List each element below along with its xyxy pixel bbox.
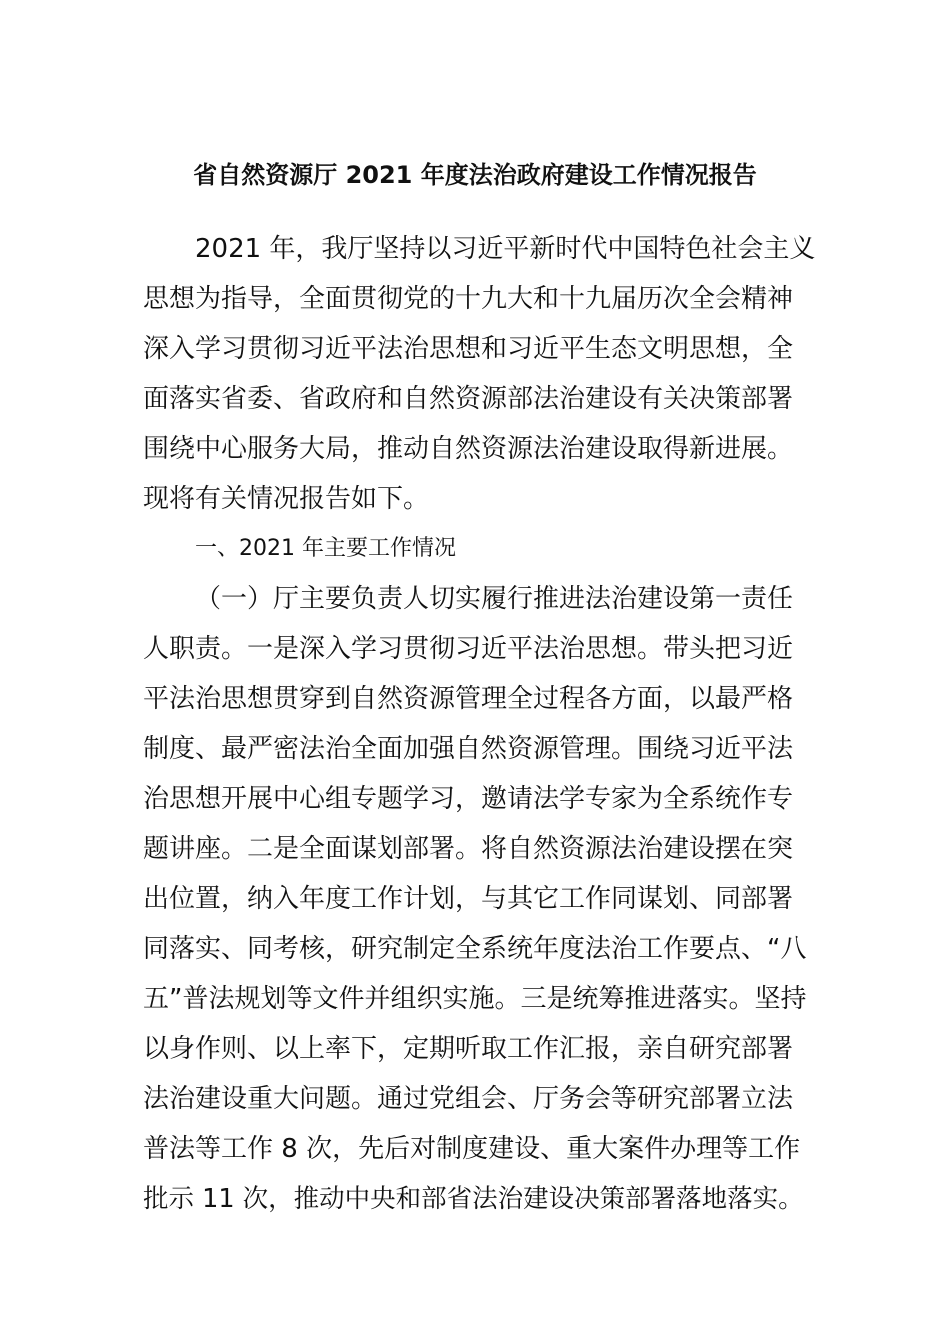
paragraph-line: 法治建设重大问题。通过党组会、厅务会等研究部署立法 bbox=[143, 1084, 794, 1114]
paragraph-line: 五”普法规划等文件并组织实施。三是统筹推进落实。坚持 bbox=[143, 984, 807, 1014]
paragraph-line: 现将有关情况报告如下。 bbox=[143, 484, 430, 514]
section-heading: 一、2021 年主要工作情况 bbox=[195, 536, 456, 561]
paragraph-line: （一）厅主要负责人切实履行推进法治建设第一责任 bbox=[195, 584, 794, 614]
paragraph-line: 2021 年，我厅坚持以习近平新时代中国特色社会主义 bbox=[195, 234, 816, 264]
paragraph-line: 批示 11 次，推动中央和部省法治建设决策部署落地落实。 bbox=[143, 1184, 804, 1214]
paragraph-line: 思想为指导，全面贯彻党的十九大和十九届历次全会精神 bbox=[143, 284, 794, 314]
paragraph-line: 围绕中心服务大局，推动自然资源法治建设取得新进展。 bbox=[143, 434, 794, 464]
paragraph-line: 制度、最严密法治全面加强自然资源管理。围绕习近平法 bbox=[143, 734, 794, 764]
paragraph-line: 深入学习贯彻习近平法治思想和习近平生态文明思想，全 bbox=[143, 334, 794, 364]
paragraph-line: 治思想开展中心组专题学习，邀请法学专家为全系统作专 bbox=[143, 784, 794, 814]
paragraph-line: 同落实、同考核，研究制定全系统年度法治工作要点、“八 bbox=[143, 934, 807, 964]
paragraph-line: 平法治思想贯穿到自然资源管理全过程各方面，以最严格 bbox=[143, 684, 794, 714]
paragraph-line: 出位置，纳入年度工作计划，与其它工作同谋划、同部署 bbox=[143, 884, 794, 914]
paragraph-line: 普法等工作 8 次，先后对制度建设、重大案件办理等工作 bbox=[143, 1134, 801, 1164]
paragraph-line: 以身作则、以上率下，定期听取工作汇报，亲自研究部署 bbox=[143, 1034, 794, 1064]
paragraph-line: 面落实省委、省政府和自然资源部法治建设有关决策部署 bbox=[143, 384, 794, 414]
paragraph-line: 题讲座。二是全面谋划部署。将自然资源法治建设摆在突 bbox=[143, 834, 794, 864]
paragraph-line: 人职责。一是深入学习贯彻习近平法治思想。带头把习近 bbox=[143, 634, 794, 664]
document-title: 省自然资源厅 2021 年度法治政府建设工作情况报告 bbox=[193, 161, 757, 189]
